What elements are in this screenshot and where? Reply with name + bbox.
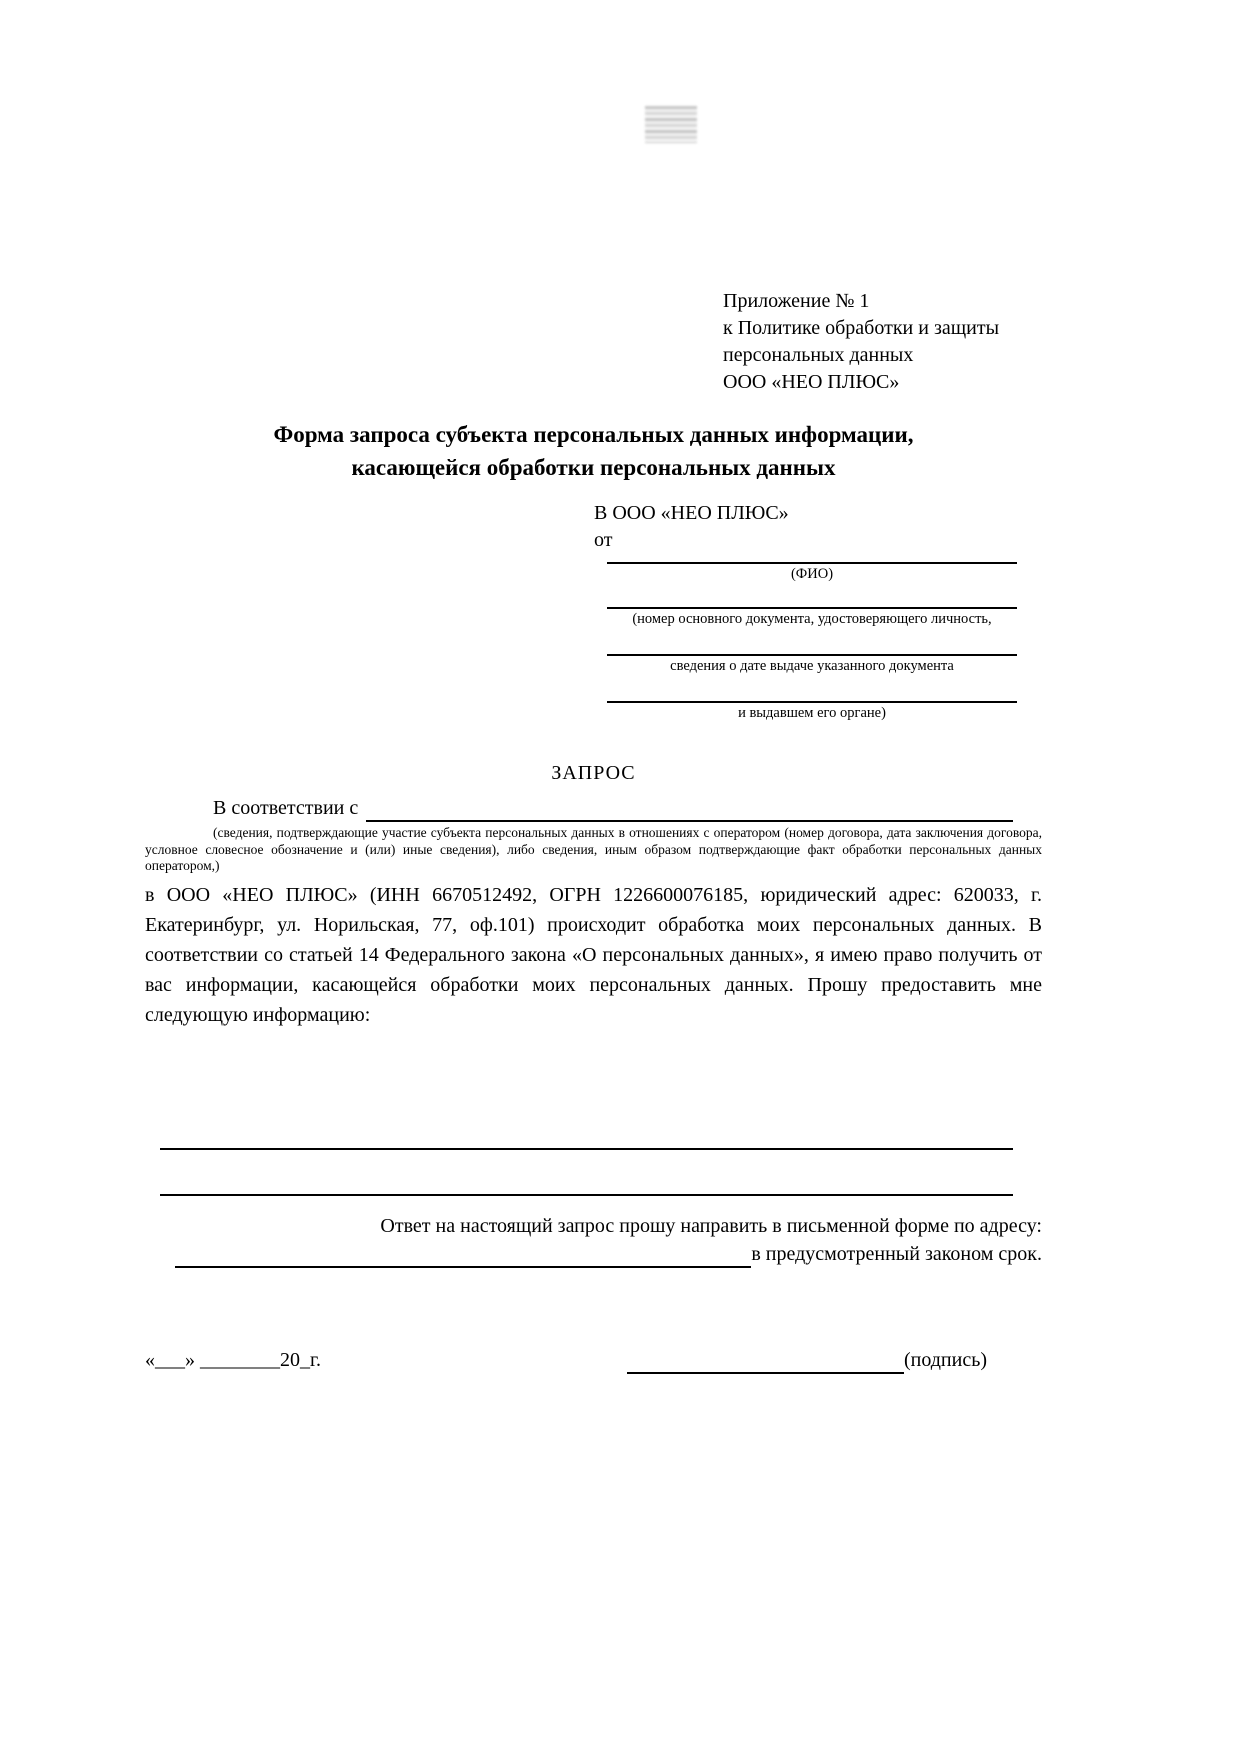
issuing-authority-field	[607, 675, 1017, 722]
issuing-authority-blank-line	[607, 675, 1017, 703]
document-title	[145, 418, 1042, 484]
fio-blank-line	[607, 554, 1017, 564]
fio-caption: (ФИО)	[790, 566, 834, 582]
fio-field	[607, 554, 1017, 583]
addressee-from-label: от	[594, 529, 613, 551]
annex-block	[723, 288, 1042, 396]
annex-line: к Политике обработки и защиты	[723, 317, 1000, 339]
document-number-blank-line	[607, 583, 1017, 609]
request-body-paragraph: в ООО «НЕО ПЛЮС» (ИНН 6670512492, ОГРН 1226600076185, юридический адрес: 620033, г. Екатеринбург, ул. Норильская, 77, оф.101) происходит обработка моих персональных данных. В соответствии со статьей 14 Федерального закона «О персональных данных», я имею право получить от вас информации, касающейся обработки моих персональных данных. Прошу предоставить мне следующую информацию:	[145, 883, 1042, 1026]
signature-blank-line	[627, 1348, 904, 1374]
issue-date-blank-line	[607, 628, 1017, 656]
signature-group	[627, 1346, 987, 1374]
request-note: (сведения, подтверждающие участие субъекта персональных данных в отношениях с оператором (номер договора, дата заключения договора, условное словесное обозначение и (или) иные сведения), либо сведения, иным образом подтверждающие факт обработки персональных данных оператором,)	[145, 825, 1042, 873]
document-title-line1: Форма запроса субъекта персональных данных информации,	[273, 422, 914, 447]
reply-tail-text: в предусмотренный законом срок.	[751, 1242, 1042, 1265]
issue-date-field	[607, 628, 1017, 675]
information-blank-line-1	[160, 1148, 1013, 1150]
document-title-line2: касающейся обработки персональных данных	[351, 455, 836, 480]
addressee-fields	[607, 554, 1017, 722]
issue-date-caption: сведения о дате выдаче указанного документа	[670, 658, 954, 674]
annex-line: ООО «НЕО ПЛЮС»	[723, 371, 900, 393]
request-lead-row	[145, 795, 1042, 822]
document-number-caption: (номер основного документа, удостоверяющего личность,	[632, 611, 992, 627]
issuing-authority-caption: и выдавшем его органе)	[738, 705, 886, 721]
request-lead-blank-line	[366, 796, 1013, 822]
document-number-field	[607, 583, 1017, 628]
reply-address-blank-line	[175, 1242, 751, 1268]
annex-line: Приложение № 1	[723, 290, 870, 312]
request-lead-text: В соответствии с	[213, 797, 359, 819]
date-blank-text: «___» ________20_г.	[145, 1348, 321, 1371]
request-heading: ЗАПРОС	[551, 762, 636, 784]
reply-intro-line: Ответ на настоящий запрос прошу направить в письменной форме по адресу:	[380, 1214, 1042, 1237]
signature-caption: (подпись)	[903, 1348, 987, 1371]
addressee-block	[594, 500, 1042, 554]
information-blank-line-2	[160, 1194, 1013, 1196]
signature-row	[145, 1346, 1042, 1374]
document-content	[145, 0, 1042, 1374]
reply-address-row	[145, 1240, 1042, 1268]
addressee-to: В ООО «НЕО ПЛЮС»	[594, 502, 789, 524]
annex-line: персональных данных	[723, 344, 914, 366]
